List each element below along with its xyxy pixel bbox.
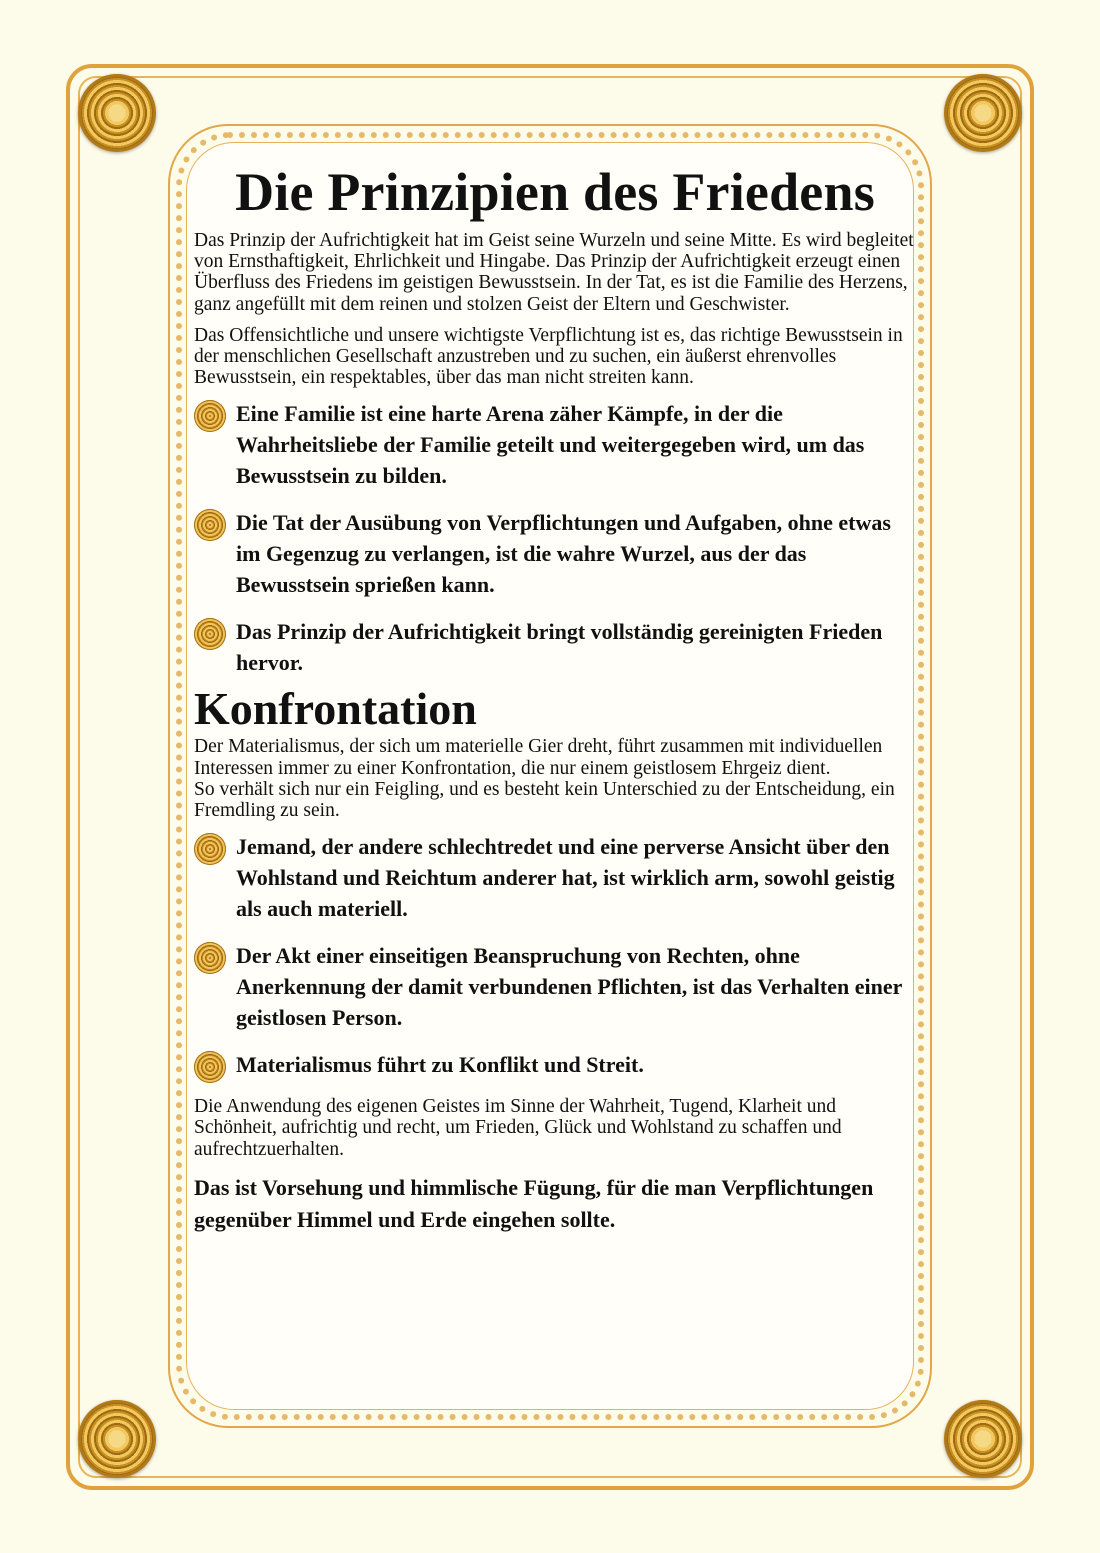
list-item: Materialismus führt zu Konflikt und Streit. <box>194 1049 916 1080</box>
outro-paragraph: Die Anwendung des eigenen Geistes im Sinne der Wahrheit, Tugend, Klarheit und Schönheit, aufrichtig und recht, um Frieden, Glück und Wohlstand zu schaffen und aufrechtzuerhalten. <box>194 1096 842 1160</box>
section-title: Konfrontation <box>194 683 477 735</box>
gold-disc-bullet-icon <box>194 509 226 541</box>
list-item: Die Tat der Ausübung von Verpflichtungen und Aufgaben, ohne etwas im Gegenzug zu verlangen, ist die wahre Wurzel, aus der das Bewusstsein sprießen kann. <box>194 507 916 600</box>
list-item: Eine Familie ist eine harte Arena zäher Kämpfe, in der die Wahrheitsliebe der Familie geteilt und weitergegeben wird, um das Bewusstsein zu bilden. <box>194 398 916 491</box>
corner-medallion-icon <box>944 74 1022 152</box>
intro-paragraph-1: Das Prinzip der Aufrichtigkeit hat im Geist seine Wurzeln und seine Mitte. Es wird begleitet von Ernsthaftigkeit, Ehrlichkeit und Hingabe. Das Prinzip der Aufrichtigkeit erzeugt einen Überfluss des Friedens im geistigen Bewusstsein. In der Tat, es ist die Familie des Herzens, ganz angefüllt mit dem reinen und stolzen Geist der Eltern und Geschwister. <box>194 230 914 315</box>
section-paragraph-2: So verhält sich nur ein Feigling, und es besteht kein Unterschied zu der Entscheidung, ein Fremdling zu sein. <box>194 778 895 822</box>
gold-disc-bullet-icon <box>194 400 226 432</box>
gold-disc-bullet-icon <box>194 833 226 865</box>
list-item: Der Akt einer einseitigen Beanspruchung von Rechten, ohne Anerkennung der damit verbundenen Pflichten, ist das Verhalten einer geistlosen Person. <box>194 940 916 1033</box>
intro-paragraph-2: Das Offensichtliche und unsere wichtigste Verpflichtung ist es, das richtige Bewusstsein in der menschlichen Gesellschaft anzustreben und zu suchen, ein äußerst ehrenvolles Bewusstsein, ein respektables, über das man nicht streiten kann. <box>194 324 903 389</box>
gold-disc-bullet-icon <box>194 1051 226 1083</box>
corner-medallion-icon <box>78 1400 156 1478</box>
gold-disc-bullet-icon <box>194 618 226 650</box>
list-item: Jemand, der andere schlechtredet und eine perverse Ansicht über den Wohlstand und Reichtum anderer hat, ist wirklich arm, sowohl geistig als auch materiell. <box>194 831 916 924</box>
corner-medallion-icon <box>944 1400 1022 1478</box>
section-paragraph-1: Der Materialismus, der sich um materielle Gier dreht, führt zusammen mit individuellen Interessen immer zu einer Konfrontation, die nur einem geistlosem Ehrgeiz dient. <box>194 736 883 779</box>
list-item: Das Prinzip der Aufrichtigkeit bringt vollständig gereinigten Frieden hervor. <box>194 616 916 678</box>
corner-medallion-icon <box>78 74 156 152</box>
principles-list <box>194 398 916 678</box>
page-title: Die Prinzipien des Friedens <box>235 162 875 222</box>
gold-disc-bullet-icon <box>194 942 226 974</box>
document-content <box>194 160 916 1236</box>
confrontation-list <box>194 831 916 1080</box>
closing-statement: Das ist Vorsehung und himmlische Fügung, für die man Verpflichtungen gegenüber Himmel und Erde eingehen sollte. <box>194 1174 874 1232</box>
